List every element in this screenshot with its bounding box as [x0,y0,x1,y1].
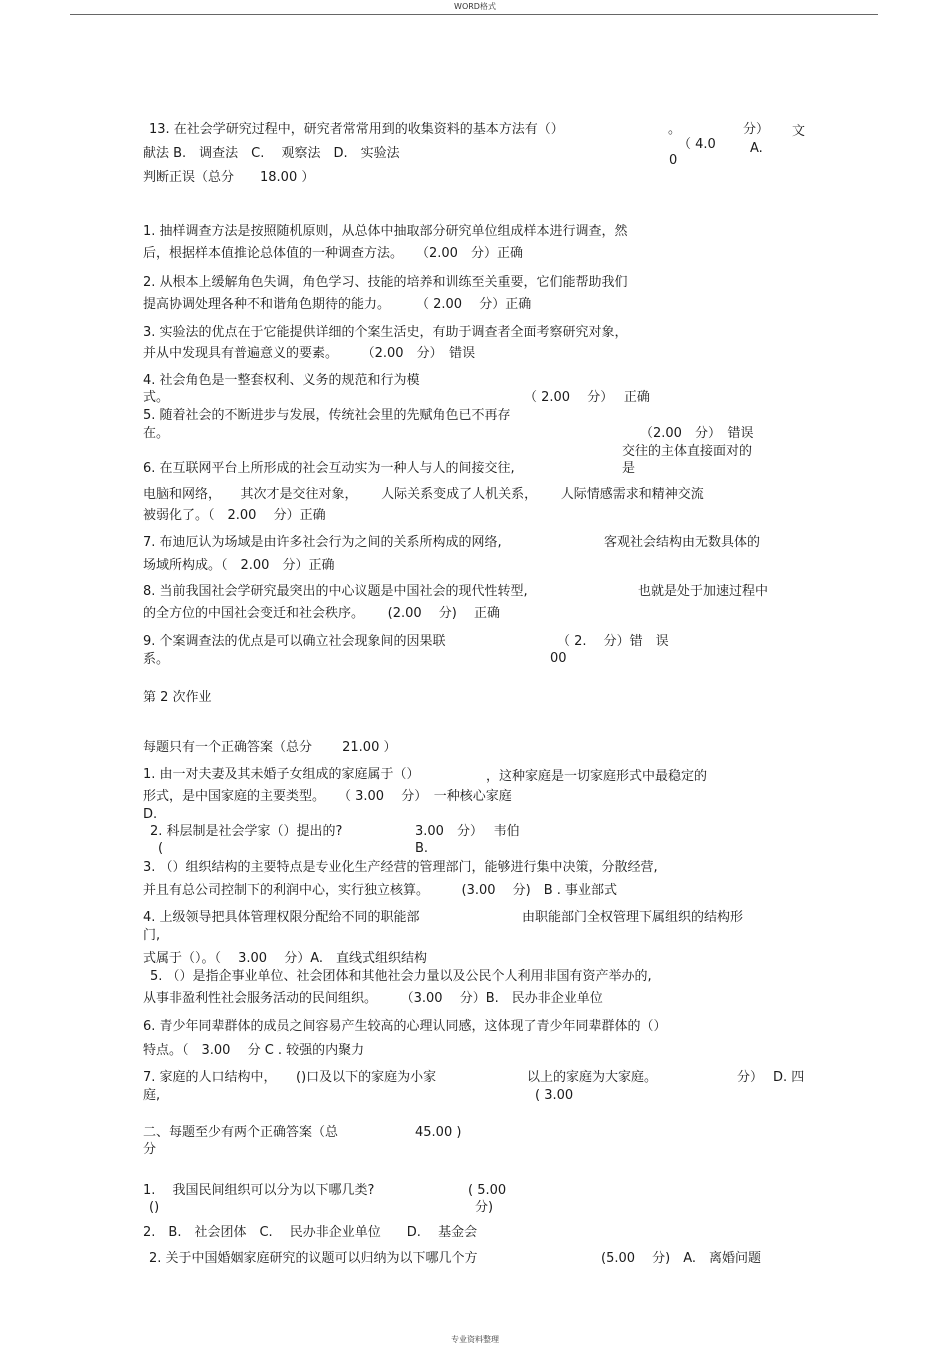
text-line: 1. 我国民间组织可以分为以下哪几类? [143,1183,375,1198]
text-line: 5. 随着社会的不断进步与发展，传统社会里的先赋角色已不再存 [143,408,511,423]
text-line: 二、每题至少有两个正确答案（总 [143,1125,339,1140]
text-line: 第 2 次作业 [143,690,212,705]
text-line: 文 [792,124,806,139]
text-line: () [149,1200,160,1215]
text-line: D. 四 [773,1070,805,1085]
text-line: （ 4.0 [678,137,716,152]
text-line: ( 5.00 [468,1183,507,1198]
text-line: 分） [737,1070,764,1085]
text-line: 系。 [143,652,170,667]
text-line: 8. 当前我国社会学研究最突出的中心议题是中国社会的现代性转型, [143,584,528,599]
text-line: 分) [475,1200,494,1215]
text-line: 每题只有一个正确答案（总分 21.00 ） [143,740,397,755]
text-line: 分） [743,122,770,137]
text-line: ( [158,841,164,856]
text-line: 2. 科层制是社会学家（）提出的? [150,824,343,839]
text-line: 客观社会结构由无数具体的 [604,535,761,550]
text-line: 5. （）是指企事业单位、社会团体和其他社会力量以及公民个人利用非国有资产举办的, [150,969,652,984]
text-line: 从事非盈利性社会服务活动的民间组织。 （3.00 分）B. 民办非企业单位 [143,991,603,1006]
text-line: 00 [550,651,567,666]
text-line: （2.00 分） 错误 [640,426,754,441]
text-line: （ 2. 分）错 误 [557,634,669,649]
text-line: 电脑和网络， 其次才是交往对象， 人际关系变成了人机关系， 人际情感需求和精神交流 [143,487,704,502]
text-line: 9. 个案调查法的优点是可以确立社会现象间的因果联 [143,634,446,649]
page-header: WORD格式 [454,2,496,11]
text-line: 提高协调处理各种不和谐角色期待的能力。 （ 2.00 分）正确 [143,297,532,312]
text-line: 2. 从根本上缓解角色失调，角色学习、技能的培养和训练至关重要，它们能帮助我们 [143,275,628,290]
text-line: 4. 社会角色是一整套权利、义务的规范和行为模 [143,373,420,388]
text-line: 2. B. 社会团体 C. 民办非企业单位 D. 基金会 [143,1225,478,1240]
text-line: 13. 在社会学研究过程中，研究者常常用到的收集资料的基本方法有（） [149,122,564,137]
text-line: 也就是处于加速过程中 [638,584,769,599]
text-line: 3.00 分） 韦伯 [415,824,520,839]
text-line: 的全方位的中国社会变迁和社会秩序。 (2.00 分) 正确 [143,606,500,621]
text-line: 交往的主体直接面对的 [622,444,753,459]
text-line: 式属于（）。（ 3.00 分）A. 直线式组织结构 [143,951,428,966]
text-line: 形式，是中国家庭的主要类型。 （ 3.00 分） 一种核心家庭 [143,789,512,804]
text-line: B. [415,841,429,856]
text-line: 7. 布迪厄认为场域是由许多社会行为之间的关系所构成的网络, [143,535,502,550]
text-line: 1. 抽样调查方法是按照随机原则，从总体中抽取部分研究单位组成样本进行调查，然 [143,224,628,239]
text-line: 在。 [143,426,170,441]
text-line: （ 2.00 分） 正确 [524,390,650,405]
text-line: 2. 关于中国婚姻家庭研究的议题可以归纳为以下哪几个方 [149,1251,478,1266]
text-line: 3. （）组织结构的主要特点是专业化生产经营的管理部门，能够进行集中决策，分散经营, [143,860,658,875]
text-line: 判断正误（总分 18.00 ） [143,170,315,185]
text-line: 场域所构成。（ 2.00 分）正确 [143,558,335,573]
text-line: 45.00 ) [415,1125,462,1140]
text-line: 7. 家庭的人口结构中， ()口及以下的家庭为小家 [143,1070,437,1085]
text-line: 式。 [143,390,170,405]
text-line: D. [143,807,158,822]
text-line: (5.00 分) A. 离婚问题 [601,1251,762,1266]
text-line: 6. 青少年同辈群体的成员之间容易产生较高的心理认同感，这体现了青少年同辈群体的（） [143,1019,667,1034]
text-line: 分 [143,1142,157,1157]
text-line: 献法 B. 调查法 C. 观察法 D. 实验法 [143,146,400,161]
text-line: 由职能部门全权管理下属组织的结构形 [522,910,744,925]
text-line: 门, [143,928,161,943]
header-rule [70,14,878,15]
text-line: ( 3.00 [535,1088,574,1103]
text-line: 4. 上级领导把具体管理权限分配给不同的职能部 [143,910,420,925]
text-line: 并从中发现具有普遍意义的要素。 （2.00 分） 错误 [143,346,476,361]
text-line: 。 [668,122,682,137]
text-line: 3. 实验法的优点在于它能提供详细的个案生活史，有助于调查者全面考察研究对象， [143,325,628,340]
text-line: 1. 由一对夫妻及其未婚子女组成的家庭属于（） [143,767,420,782]
text-line: 被弱化了。（ 2.00 分）正确 [143,508,326,523]
text-line: 并且有总公司控制下的利润中心，实行独立核算。 (3.00 分) B . 事业部式 [143,883,618,898]
text-line: 0 [669,153,678,168]
text-line: ，这种家庭是一切家庭形式中最稳定的 [486,769,708,784]
text-line: 后，根据样本值推论总体值的一种调查方法。 （2.00 分）正确 [143,246,523,261]
text-line: 庭, [143,1088,161,1103]
text-line: 特点。（ 3.00 分 C . 较强的内聚力 [143,1043,365,1058]
text-line: A. [750,141,763,156]
text-line: 6. 在互联网平台上所形成的社会互动实为一种人与人的间接交往, [143,461,515,476]
text-line: 以上的家庭为大家庭。 [527,1070,658,1085]
page-footer: 专业资料整理 [451,1335,499,1344]
text-line: 是 [622,461,636,476]
